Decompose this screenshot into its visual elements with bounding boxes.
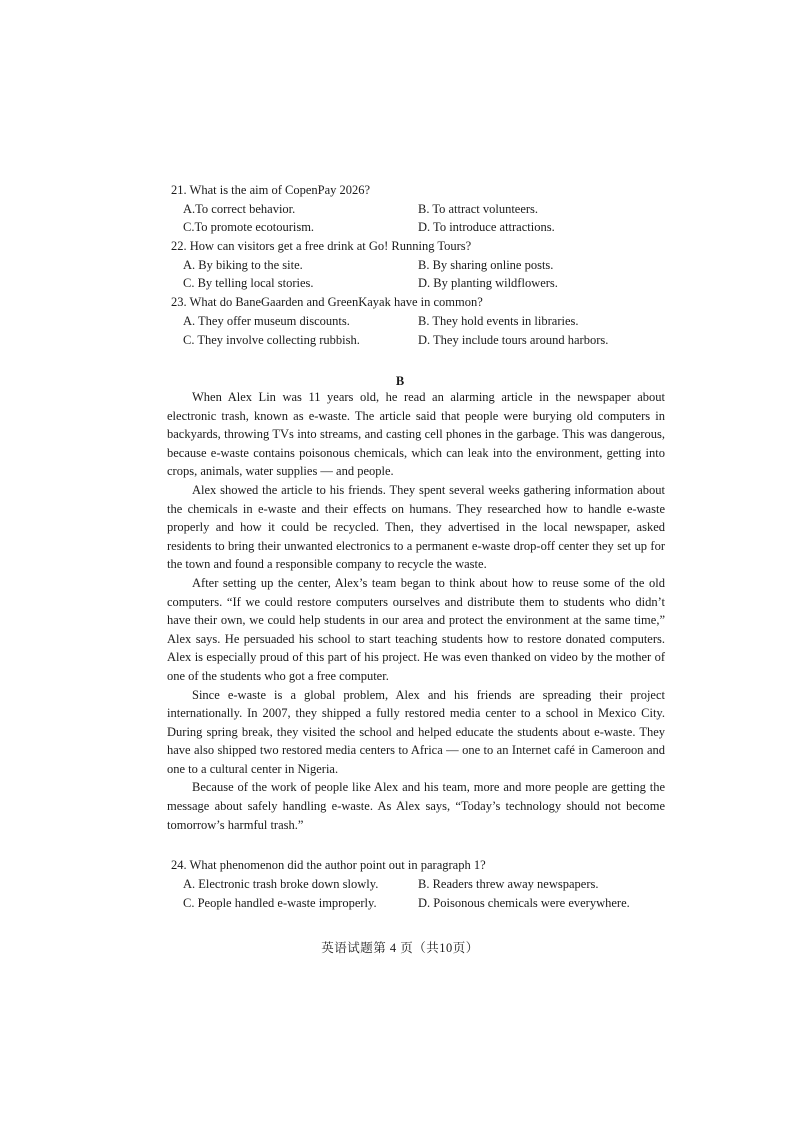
question-24-stem: 24. What phenomenon did the author point out in paragraph 1? <box>171 858 486 872</box>
question-23-option-d: D. They include tours around harbors. <box>418 333 609 347</box>
question-24-option-c: C. People handled e-waste improperly. <box>183 896 377 910</box>
question-24-option-b: B. Readers threw away newspapers. <box>418 877 599 891</box>
question-24-option-d: D. Poisonous chemicals were everywhere. <box>418 896 630 910</box>
question-23-stem: 23. What do BaneGaarden and GreenKayak have in common? <box>171 295 483 309</box>
passage-paragraph-5: Because of the work of people like Alex and his team, more and more people are getting the message about safely handling e-waste. As Alex says, “Today’s technology should not become tomorrow’s harmful trash.” <box>167 780 665 832</box>
question-22-option-c: C. By telling local stories. <box>183 276 314 290</box>
passage-paragraph-3: After setting up the center, Alex’s team began to think about how to reuse some of the old computers. “If we could restore computers ourselves and distribute them to students who didn’t have their own, we could help students in our area and protect the environment at the same time,” Alex says. He persuaded his school to start teaching students how to restore donated computers. Alex is especially proud of this part of his project. He was even thanked on video by the mother of one of the students who got a free computer. <box>167 575 665 683</box>
question-23-option-b: B. They hold events in libraries. <box>418 314 579 328</box>
reading-passage <box>167 388 665 834</box>
question-21-option-a: A.To correct behavior. <box>183 202 296 216</box>
question-21-option-c: C.To promote ecotourism. <box>183 220 315 234</box>
question-21-stem: 21. What is the aim of CopenPay 2026? <box>171 183 371 197</box>
question-21-option-d: D. To introduce attractions. <box>418 220 555 234</box>
passage-paragraph-2: Alex showed the article to his friends. They spent several weeks gathering information about the chemicals in e-waste and their effects on humans. They researched how to handle e-waste properly and how it could be recycled. Then, they advertised in the local newspaper, asked residents to bring their unwanted electronics to a permanent e-waste drop-off center they set up for the town and found a responsible company to recycle the waste. <box>167 482 665 572</box>
question-22-option-a: A. By biking to the site. <box>183 258 303 272</box>
question-22-option-b: B. By sharing online posts. <box>418 258 554 272</box>
question-22-stem: 22. How can visitors get a free drink at Go! Running Tours? <box>171 239 472 253</box>
page-footer: 英语试题第 4 页（共10页） <box>321 941 479 955</box>
question-23-option-a: A. They offer museum discounts. <box>183 314 350 328</box>
passage-paragraph-1: When Alex Lin was 11 years old, he read an alarming article in the newspaper about electronic trash, known as e-waste. The article said that people were burying old computers in backyards, throwing TVs into streams, and casting cell phones in the garbage. This was dangerous, because e-waste contains poisonous chemicals, which can leak into the environment, getting into crops, animals, water supplies — and people. <box>167 390 665 479</box>
section-label: B <box>395 374 405 388</box>
question-23-option-c: C. They involve collecting rubbish. <box>183 333 360 347</box>
question-24-option-a: A. Electronic trash broke down slowly. <box>183 877 379 891</box>
question-21-option-b: B. To attract volunteers. <box>418 202 539 216</box>
passage-paragraph-4: Since e-waste is a global problem, Alex and his friends are spreading their project internationally. In 2007, they shipped a fully restored media center to a school in Mexico City. During spring break, they visited the school and helped educate the students about e-waste. They have also shipped two restored media centers to Africa — one to an Internet café in Cameroon and one to a cultural center in Nigeria. <box>167 687 665 776</box>
question-22-option-d: D. By planting wildflowers. <box>418 276 558 290</box>
